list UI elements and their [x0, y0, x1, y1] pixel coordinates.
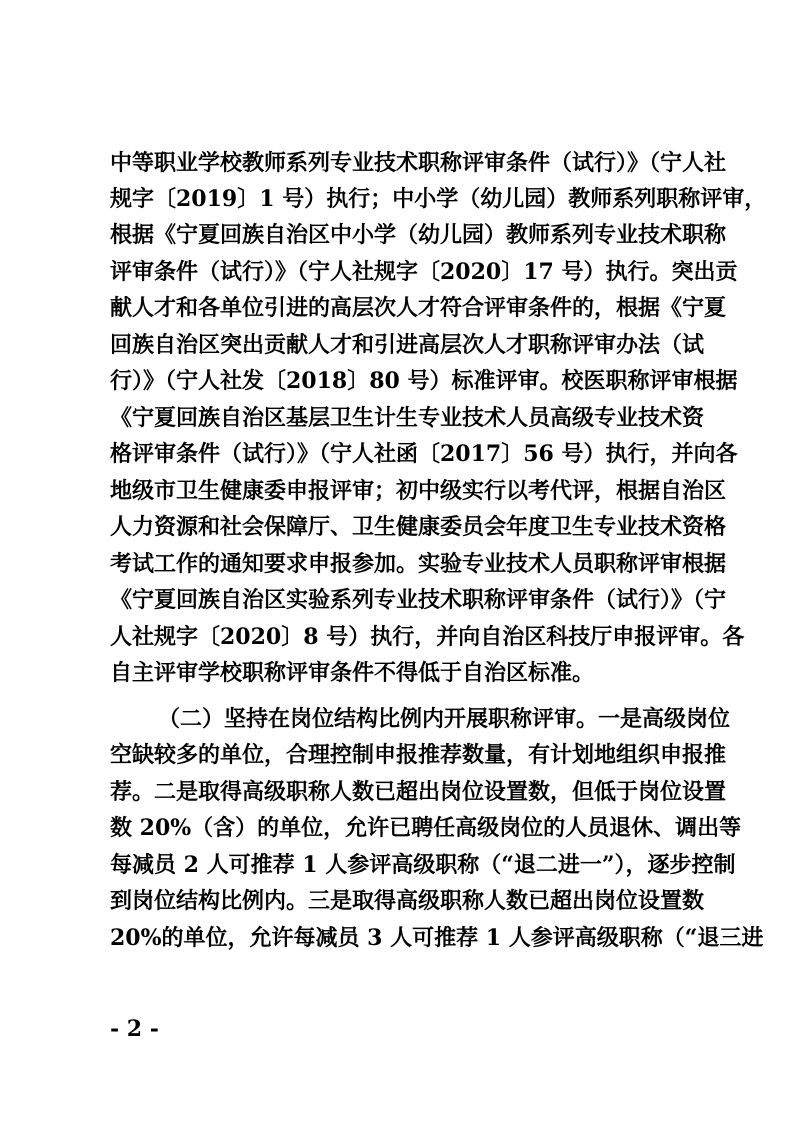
paragraph-line: 考试工作的通知要求申报参加。实验专业技术人员职称评审根据 [110, 551, 727, 577]
paragraph-line: 空缺较多的单位，合理控制申报推荐数量，有计划地组织申报推 [110, 742, 727, 768]
paragraph-line: 中等职业学校教师系列专业技术职称评审条件（试行）》（宁人社 [110, 150, 727, 176]
paragraph-line: 人社规字〔2020〕8 号）执行，并向自治区科技厅申报评审。各 [110, 624, 745, 650]
paragraph-line: 人力资源和社会保障厅、卫生健康委员会年度卫生专业技术资格 [110, 514, 727, 540]
paragraph-line: 献人才和各单位引进的高层次人才符合评审条件的，根据《宁夏 [110, 295, 727, 321]
paragraph-line: 《宁夏回族自治区基层卫生计生专业技术人员高级专业技术资 [110, 405, 705, 431]
paragraph-line: 格评审条件（试行）》（宁人社函〔2017〕56 号）执行，并向各 [110, 441, 738, 467]
paragraph-line: 根据《宁夏回族自治区中小学（幼儿园）教师系列专业技术职称 [110, 222, 727, 248]
paragraph-line: 自主评审学校职称评审条件不得低于自治区标准。 [110, 660, 595, 686]
paragraph-line: 规字〔2019〕1 号）执行；中小学（幼儿园）教师系列职称评审， [110, 186, 767, 212]
paragraph-line: 荐。二是取得高级职称人数已超出岗位设置数，但低于岗位设置 [110, 779, 727, 805]
paragraph-line: 回族自治区突出贡献人才和引进高层次人才职称评审办法（试 [110, 332, 705, 358]
section-heading-line: （二）坚持在岗位结构比例内开展职称评审。一是高级岗位 [158, 706, 731, 732]
paragraph-line: 地级市卫生健康委申报评审；初中级实行以考代评，根据自治区 [110, 478, 727, 504]
paragraph-line: 评审条件（试行）》（宁人社规字〔2020〕17 号）执行。突出贡 [110, 259, 738, 285]
paragraph-line: 20%的单位，允许每减员 3 人可推荐 1 人参评高级职称（“退三进 [110, 925, 764, 951]
paragraph-line: 到岗位结构比例内。三是取得高级职称人数已超出岗位设置数 [110, 888, 705, 914]
paragraph-line: 《宁夏回族自治区实验系列专业技术职称评审条件（试行）》（宁 [110, 587, 727, 613]
page-number: - 2 - [110, 1016, 159, 1042]
paragraph-line: 数 20%（含）的单位，允许已聘任高级岗位的人员退休、调出等 [110, 815, 742, 841]
paragraph-line: 行）》（宁人社发〔2018〕80 号）标准评审。校医职称评审根据 [110, 368, 738, 394]
paragraph-line: 每减员 2 人可推荐 1 人参评高级职称（“退二进一”），逐步控制 [110, 852, 736, 878]
